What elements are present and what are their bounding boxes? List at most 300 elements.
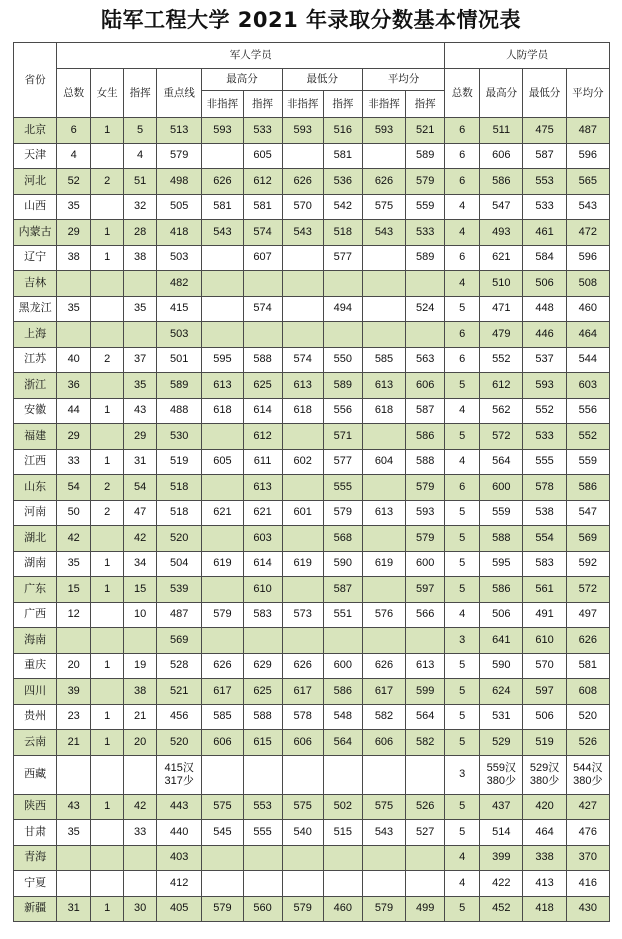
cell-max-command: 574 [243,296,282,322]
cell-key-line: 520 [157,526,202,552]
cell-province: 广西 [14,602,57,628]
cell-army-total: 44 [57,398,91,424]
cell-avg-non-command: 575 [362,794,405,820]
cell-key-line: 498 [157,169,202,195]
cell-avg-non-command: 543 [362,220,405,246]
cell-avg-command: 579 [406,475,445,501]
table-row [14,398,610,424]
cell-army-female [91,296,124,322]
cell-avg-command: 579 [406,169,445,195]
cell-army-command: 37 [124,347,157,373]
cell-army-female: 1 [91,398,124,424]
cell-min-non-command: 579 [282,896,323,922]
cell-min-non-command [282,871,323,897]
cell-civil-avg: 608 [566,679,609,705]
cell-min-non-command: 575 [282,794,323,820]
cell-avg-non-command: 604 [362,449,405,475]
cell-army-total: 15 [57,577,91,603]
cell-key-line: 456 [157,704,202,730]
table-row [14,169,610,195]
table-row [14,424,610,450]
cell-army-female: 2 [91,169,124,195]
cell-avg-non-command: 619 [362,551,405,577]
cell-min-command: 564 [323,730,362,756]
cell-province: 宁夏 [14,871,57,897]
cell-army-command: 38 [124,679,157,705]
cell-max-command: 533 [243,118,282,144]
cell-min-non-command: 574 [282,347,323,373]
cell-avg-command: 566 [406,602,445,628]
cell-civil-min: 491 [523,602,566,628]
cell-min-non-command [282,845,323,871]
cell-civil-avg: 569 [566,526,609,552]
cell-army-command: 5 [124,118,157,144]
cell-army-command [124,755,157,794]
cell-max-command: 588 [243,347,282,373]
cell-avg-command: 599 [406,679,445,705]
cell-min-non-command: 543 [282,220,323,246]
cell-civil-total: 4 [445,271,480,297]
cell-civil-min: 593 [523,373,566,399]
header-female: 女生 [91,69,124,118]
cell-key-line: 405 [157,896,202,922]
cell-max-non-command: 545 [202,820,243,846]
cell-civil-max: 595 [480,551,523,577]
cell-max-non-command [202,871,243,897]
cell-max-non-command: 617 [202,679,243,705]
cell-avg-command [406,628,445,654]
cell-civil-min: 533 [523,194,566,220]
cell-army-female: 1 [91,896,124,922]
cell-army-command [124,845,157,871]
cell-max-non-command: 621 [202,500,243,526]
cell-civil-total: 4 [445,602,480,628]
cell-max-command: 605 [243,143,282,169]
cell-key-line: 504 [157,551,202,577]
cell-min-command: 586 [323,679,362,705]
cell-max-command: 612 [243,424,282,450]
cell-civil-avg: 430 [566,896,609,922]
cell-civil-max: 559汉 380少 [480,755,523,794]
cell-army-female [91,755,124,794]
cell-army-command: 43 [124,398,157,424]
cell-civil-avg: 543 [566,194,609,220]
cell-min-non-command [282,755,323,794]
cell-army-total: 31 [57,896,91,922]
cell-avg-command [406,845,445,871]
cell-min-non-command: 602 [282,449,323,475]
cell-civil-min: 420 [523,794,566,820]
cell-civil-min: 583 [523,551,566,577]
cell-civil-total: 4 [445,398,480,424]
cell-civil-max: 552 [480,347,523,373]
cell-avg-non-command [362,526,405,552]
cell-army-total: 20 [57,653,91,679]
cell-min-command: 515 [323,820,362,846]
cell-avg-command: 588 [406,449,445,475]
cell-min-command: 551 [323,602,362,628]
cell-civil-total: 4 [445,449,480,475]
cell-province: 山西 [14,194,57,220]
cell-civil-total: 4 [445,194,480,220]
cell-avg-command: 589 [406,143,445,169]
cell-province: 山东 [14,475,57,501]
cell-avg-non-command [362,755,405,794]
cell-army-total: 23 [57,704,91,730]
cell-avg-non-command: 626 [362,169,405,195]
cell-min-non-command: 613 [282,373,323,399]
table-row [14,551,610,577]
cell-army-female: 1 [91,449,124,475]
cell-max-non-command [202,322,243,348]
cell-army-command: 20 [124,730,157,756]
cell-civil-max: 624 [480,679,523,705]
header-command: 指挥 [124,69,157,118]
cell-min-non-command: 540 [282,820,323,846]
cell-civil-max: 437 [480,794,523,820]
cell-min-non-command: 617 [282,679,323,705]
table-row [14,220,610,246]
cell-civil-max: 586 [480,577,523,603]
cell-army-total [57,271,91,297]
cell-army-female: 1 [91,794,124,820]
cell-civil-total: 6 [445,245,480,271]
cell-min-command [323,755,362,794]
cell-province: 湖北 [14,526,57,552]
cell-civil-min: 461 [523,220,566,246]
cell-avg-non-command [362,577,405,603]
cell-civil-avg: 586 [566,475,609,501]
cell-civil-max: 612 [480,373,523,399]
cell-max-non-command: 543 [202,220,243,246]
cell-army-total: 39 [57,679,91,705]
cell-avg-command: 533 [406,220,445,246]
cell-min-command [323,322,362,348]
cell-max-non-command: 606 [202,730,243,756]
page-title: 陆军工程大学 2021 年录取分数基本情况表 [100,8,522,32]
cell-min-non-command [282,526,323,552]
cell-civil-total: 6 [445,475,480,501]
cell-army-total: 54 [57,475,91,501]
cell-key-line: 518 [157,500,202,526]
cell-key-line: 412 [157,871,202,897]
cell-civil-avg: 559 [566,449,609,475]
cell-max-command: 581 [243,194,282,220]
cell-civil-min: 587 [523,143,566,169]
cell-army-command: 33 [124,820,157,846]
cell-avg-command: 613 [406,653,445,679]
cell-avg-non-command [362,296,405,322]
cell-avg-non-command [362,245,405,271]
cell-avg-command: 527 [406,820,445,846]
cell-civil-max: 606 [480,143,523,169]
cell-avg-non-command [362,845,405,871]
cell-army-command: 21 [124,704,157,730]
cell-min-command: 550 [323,347,362,373]
cell-max-non-command [202,526,243,552]
cell-civil-max: 572 [480,424,523,450]
header-avg-command: 指挥 [406,91,445,118]
cell-army-female: 1 [91,118,124,144]
cell-army-command: 29 [124,424,157,450]
cell-civil-max: 586 [480,169,523,195]
cell-civil-max: 493 [480,220,523,246]
cell-civil-total: 6 [445,169,480,195]
cell-civil-max: 514 [480,820,523,846]
table-row [14,500,610,526]
cell-avg-command: 526 [406,794,445,820]
cell-army-command: 4 [124,143,157,169]
cell-army-female: 1 [91,220,124,246]
cell-civil-max: 564 [480,449,523,475]
cell-key-line: 569 [157,628,202,654]
cell-army-total: 35 [57,551,91,577]
cell-army-command: 54 [124,475,157,501]
cell-max-non-command: 579 [202,896,243,922]
cell-province: 陕西 [14,794,57,820]
cell-civil-total: 4 [445,845,480,871]
header-min-command: 指挥 [323,91,362,118]
cell-min-command: 518 [323,220,362,246]
cell-province: 甘肃 [14,820,57,846]
cell-army-female: 2 [91,475,124,501]
cell-min-non-command [282,245,323,271]
cell-army-total [57,628,91,654]
cell-army-command: 19 [124,653,157,679]
cell-min-command: 577 [323,449,362,475]
cell-min-non-command: 573 [282,602,323,628]
table-row [14,373,610,399]
cell-province: 江苏 [14,347,57,373]
cell-province: 海南 [14,628,57,654]
table-row [14,679,610,705]
cell-civil-avg: 581 [566,653,609,679]
cell-civil-avg: 416 [566,871,609,897]
cell-army-command: 35 [124,296,157,322]
cell-army-command: 15 [124,577,157,603]
cell-army-total [57,871,91,897]
cell-civil-total: 3 [445,755,480,794]
cell-key-line: 418 [157,220,202,246]
cell-max-command [243,755,282,794]
cell-avg-non-command [362,475,405,501]
cell-max-non-command [202,296,243,322]
cell-max-command [243,322,282,348]
header-province: 省份 [14,43,57,118]
cell-army-female: 1 [91,551,124,577]
cell-civil-avg: 526 [566,730,609,756]
cell-min-command [323,628,362,654]
cell-army-female [91,526,124,552]
cell-min-command: 536 [323,169,362,195]
cell-max-command: 613 [243,475,282,501]
cell-max-command: 588 [243,704,282,730]
cell-civil-max: 399 [480,845,523,871]
cell-max-non-command: 613 [202,373,243,399]
header-civil-min: 最低分 [523,69,566,118]
cell-min-non-command: 619 [282,551,323,577]
table-row [14,322,610,348]
cell-max-non-command [202,245,243,271]
cell-avg-command: 564 [406,704,445,730]
cell-province: 天津 [14,143,57,169]
cell-max-command [243,271,282,297]
cell-province: 青海 [14,845,57,871]
table-row [14,194,610,220]
cell-avg-command: 600 [406,551,445,577]
cell-max-non-command: 595 [202,347,243,373]
cell-civil-min: 418 [523,896,566,922]
cell-avg-command: 593 [406,500,445,526]
header-max-score: 最高分 [202,69,282,91]
cell-max-command [243,871,282,897]
header-civil-group: 人防学员 [445,43,610,69]
cell-min-non-command [282,296,323,322]
header-max-non-command: 非指挥 [202,91,243,118]
cell-civil-min: 519 [523,730,566,756]
cell-civil-total: 5 [445,820,480,846]
cell-max-non-command [202,755,243,794]
cell-key-line: 501 [157,347,202,373]
cell-civil-max: 559 [480,500,523,526]
cell-avg-command: 589 [406,245,445,271]
cell-min-non-command [282,628,323,654]
cell-avg-command: 524 [406,296,445,322]
cell-min-command: 590 [323,551,362,577]
cell-min-command: 581 [323,143,362,169]
cell-max-command: 574 [243,220,282,246]
cell-army-command: 32 [124,194,157,220]
cell-key-line: 579 [157,143,202,169]
cell-civil-total: 5 [445,704,480,730]
cell-army-total: 42 [57,526,91,552]
cell-army-female: 1 [91,245,124,271]
cell-civil-total: 5 [445,296,480,322]
cell-key-line: 443 [157,794,202,820]
cell-civil-avg: 565 [566,169,609,195]
cell-avg-command: 587 [406,398,445,424]
cell-army-command: 34 [124,551,157,577]
cell-key-line: 530 [157,424,202,450]
cell-civil-avg: 592 [566,551,609,577]
cell-civil-avg: 460 [566,296,609,322]
header-civil-total: 总数 [445,69,480,118]
cell-army-total [57,845,91,871]
cell-army-female [91,679,124,705]
cell-civil-total: 5 [445,551,480,577]
cell-civil-min: 552 [523,398,566,424]
cell-civil-avg: 596 [566,245,609,271]
cell-army-total [57,322,91,348]
cell-army-command: 51 [124,169,157,195]
cell-avg-command: 586 [406,424,445,450]
cell-province: 江西 [14,449,57,475]
cell-min-command: 555 [323,475,362,501]
cell-army-total: 35 [57,820,91,846]
cell-civil-min: 506 [523,271,566,297]
cell-civil-max: 600 [480,475,523,501]
cell-avg-non-command: 626 [362,653,405,679]
cell-civil-min: 553 [523,169,566,195]
cell-civil-total: 6 [445,347,480,373]
cell-min-command [323,871,362,897]
cell-max-non-command [202,628,243,654]
cell-min-non-command [282,143,323,169]
cell-civil-min: 533 [523,424,566,450]
cell-province: 四川 [14,679,57,705]
table-row [14,118,610,144]
cell-civil-total: 5 [445,526,480,552]
cell-min-non-command [282,577,323,603]
cell-avg-non-command [362,628,405,654]
cell-army-female: 2 [91,500,124,526]
cell-min-command: 589 [323,373,362,399]
cell-max-non-command [202,143,243,169]
header-min-score: 最低分 [282,69,362,91]
cell-max-non-command: 619 [202,551,243,577]
cell-avg-command [406,322,445,348]
cell-max-non-command: 626 [202,653,243,679]
cell-army-total: 12 [57,602,91,628]
cell-avg-non-command [362,271,405,297]
header-max-command: 指挥 [243,91,282,118]
cell-avg-command [406,871,445,897]
cell-max-non-command [202,424,243,450]
cell-army-total: 21 [57,730,91,756]
cell-min-non-command: 593 [282,118,323,144]
header-total: 总数 [57,69,91,118]
cell-province: 内蒙古 [14,220,57,246]
cell-province: 新疆 [14,896,57,922]
cell-civil-min: 597 [523,679,566,705]
cell-civil-min: 448 [523,296,566,322]
cell-army-female: 1 [91,653,124,679]
cell-army-command: 42 [124,794,157,820]
cell-min-non-command: 570 [282,194,323,220]
cell-army-total: 29 [57,220,91,246]
cell-avg-non-command: 617 [362,679,405,705]
cell-army-female [91,871,124,897]
cell-army-total: 52 [57,169,91,195]
cell-army-female [91,322,124,348]
cell-civil-max: 529 [480,730,523,756]
cell-civil-min: 578 [523,475,566,501]
cell-max-command: 603 [243,526,282,552]
cell-max-non-command [202,577,243,603]
cell-avg-non-command [362,322,405,348]
table-row [14,245,610,271]
cell-civil-total: 3 [445,628,480,654]
cell-avg-non-command: 576 [362,602,405,628]
cell-province: 贵州 [14,704,57,730]
table-row [14,296,610,322]
cell-civil-total: 5 [445,794,480,820]
cell-min-non-command [282,322,323,348]
cell-avg-command: 563 [406,347,445,373]
cell-civil-max: 590 [480,653,523,679]
cell-max-command: 583 [243,602,282,628]
cell-max-non-command: 605 [202,449,243,475]
cell-army-command [124,871,157,897]
cell-civil-total: 5 [445,577,480,603]
cell-avg-non-command: 575 [362,194,405,220]
cell-civil-min: 554 [523,526,566,552]
cell-min-command: 460 [323,896,362,922]
cell-civil-avg: 487 [566,118,609,144]
cell-avg-command: 597 [406,577,445,603]
cell-key-line: 505 [157,194,202,220]
cell-army-total: 4 [57,143,91,169]
